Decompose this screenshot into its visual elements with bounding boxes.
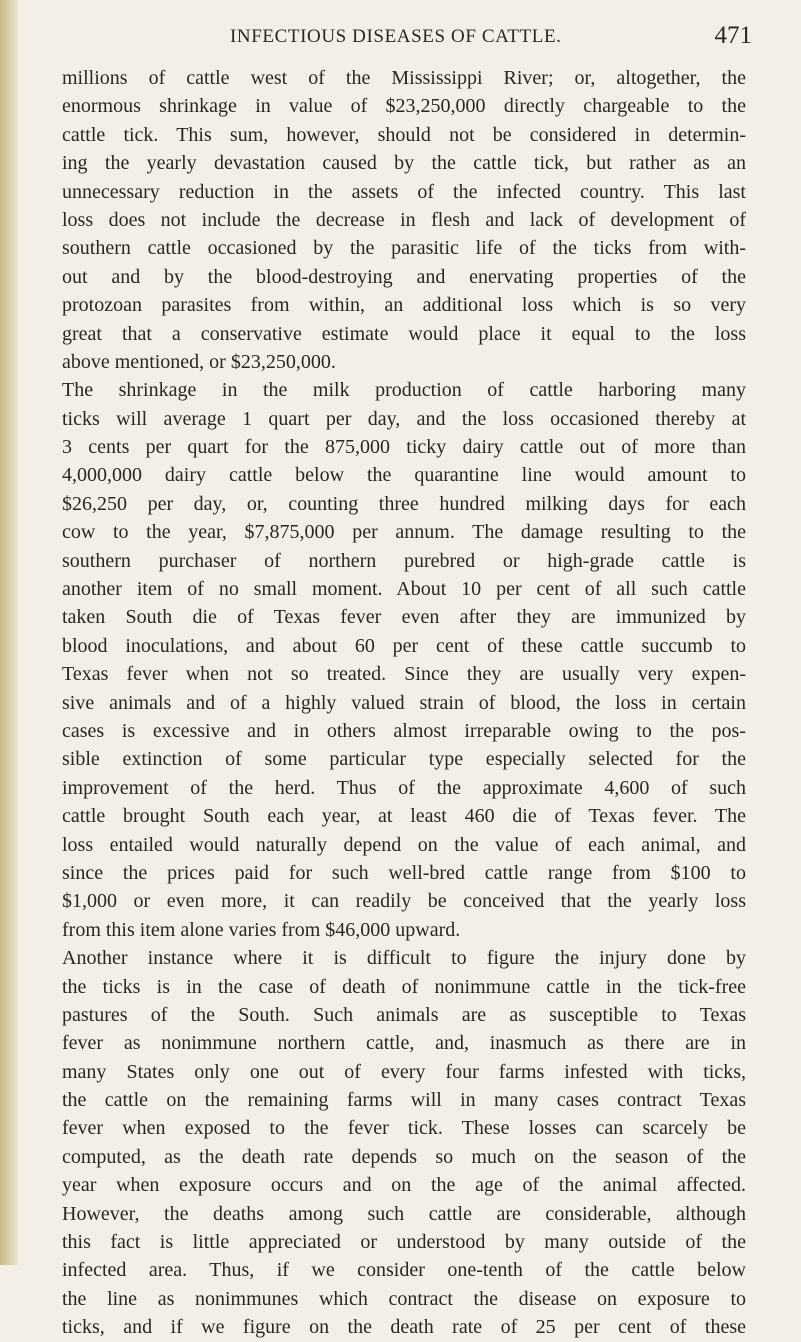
text-line: many States only one out of every four farms infested with ticks, [62, 1060, 746, 1083]
text-line: pastures of the South. Such animals are as susceptible to Texas [62, 1003, 746, 1026]
page-edge-shadow [0, 0, 18, 1265]
text-line: great that a conservative estimate would place it equal to the loss [62, 322, 746, 345]
text-line: the cattle on the remaining farms will in many cases contract Texas [62, 1089, 746, 1112]
text-line: the ticks is in the case of death of nonimmune cattle in the tick-free [62, 975, 746, 998]
body-text [62, 64, 746, 1342]
text-line: Texas fever when not so treated. Since they are usually very expen- [62, 663, 746, 686]
text-line: $1,000 or even more, it can readily be conceived that the yearly loss [62, 890, 746, 913]
text-line: 4,000,000 dairy cattle below the quarantine line would amount to [62, 464, 746, 487]
text-line: southern cattle occasioned by the parasitic life of the ticks from with- [62, 237, 746, 260]
text-line: millions of cattle west of the Mississippi River; or, altogether, the [62, 67, 746, 89]
text-line: ticks, and if we figure on the death rate of 25 per cent of these [62, 1316, 746, 1339]
text-line: cattle brought South each year, at least 460 die of Texas fever. The [62, 805, 746, 828]
text-line: southern purchaser of northern purebred or high-grade cattle is [62, 549, 746, 572]
text-line: sive animals and of a highly valued strain of blood, the loss in certain [62, 691, 746, 714]
text-line: cattle tick. This sum, however, should not be considered in determin- [62, 123, 746, 146]
running-head: INFECTIOUS DISEASES OF CATTLE. [230, 26, 562, 47]
text-line: $26,250 per day, or, counting three hundred milking days for each [62, 492, 746, 515]
text-line: above mentioned, or $23,250,000. [62, 350, 336, 373]
page-header [62, 22, 752, 56]
book-page [62, 22, 752, 1342]
text-line: unnecessary reduction in the assets of the infected country. This last [62, 180, 746, 203]
text-line: However, the deaths among such cattle are considerable, although [62, 1202, 746, 1225]
text-line: cases is excessive and in others almost irreparable owing to the pos- [62, 719, 746, 742]
text-line: cow to the year, $7,875,000 per annum. The damage resulting to the [62, 521, 746, 544]
text-line: out and by the blood-destroying and enervating properties of the [62, 265, 746, 288]
text-line: enormous shrinkage in value of $23,250,000 directly chargeable to the [62, 95, 746, 118]
text-line: computed, as the death rate depends so much on the season of the [62, 1145, 746, 1168]
text-line: ticks will average 1 quart per day, and the loss occasioned thereby at [62, 407, 746, 430]
text-line: fever as nonimmune northern cattle, and, inasmuch as there are in [62, 1032, 746, 1055]
text-line: the line as nonimmunes which contract the disease on exposure to [62, 1287, 746, 1310]
text-line: another item of no small moment. About 10 per cent of all such cattle [62, 578, 746, 601]
text-line: 3 cents per quart for the 875,000 ticky dairy cattle out of more than [62, 436, 746, 459]
text-line: sible extinction of some particular type especially selected for the [62, 748, 746, 771]
text-line: improvement of the herd. Thus of the approximate 4,600 of such [62, 776, 746, 799]
text-line: infected area. Thus, if we consider one-tenth of the cattle below [62, 1259, 746, 1282]
text-line: since the prices paid for such well-bred cattle range from $100 to [62, 861, 746, 884]
text-line: loss entailed would naturally depend on the value of each animal, and [62, 833, 746, 856]
text-line: loss does not include the decrease in flesh and lack of development of [62, 208, 746, 231]
text-line: fever when exposed to the fever tick. These losses can scarcely be [62, 1117, 746, 1140]
text-line: Another instance where it is difficult to figure the injury done by [62, 947, 746, 970]
text-line: from this item alone varies from $46,000 upward. [62, 918, 461, 941]
text-line: year when exposure occurs and on the age of the animal affected. [62, 1174, 746, 1197]
text-line: blood inoculations, and about 60 per cent of these cattle succumb to [62, 634, 746, 657]
text-line: protozoan parasites from within, an additional loss which is so very [62, 294, 746, 317]
text-line: ing the yearly devastation caused by the cattle tick, but rather as an [62, 152, 746, 175]
text-line: taken South die of Texas fever even after they are immunized by [62, 606, 746, 629]
text-line: The shrinkage in the milk production of cattle harboring many [62, 379, 746, 402]
page-number: 471 [714, 22, 752, 49]
text-line: this fact is little appreciated or understood by many outside of the [62, 1231, 746, 1254]
